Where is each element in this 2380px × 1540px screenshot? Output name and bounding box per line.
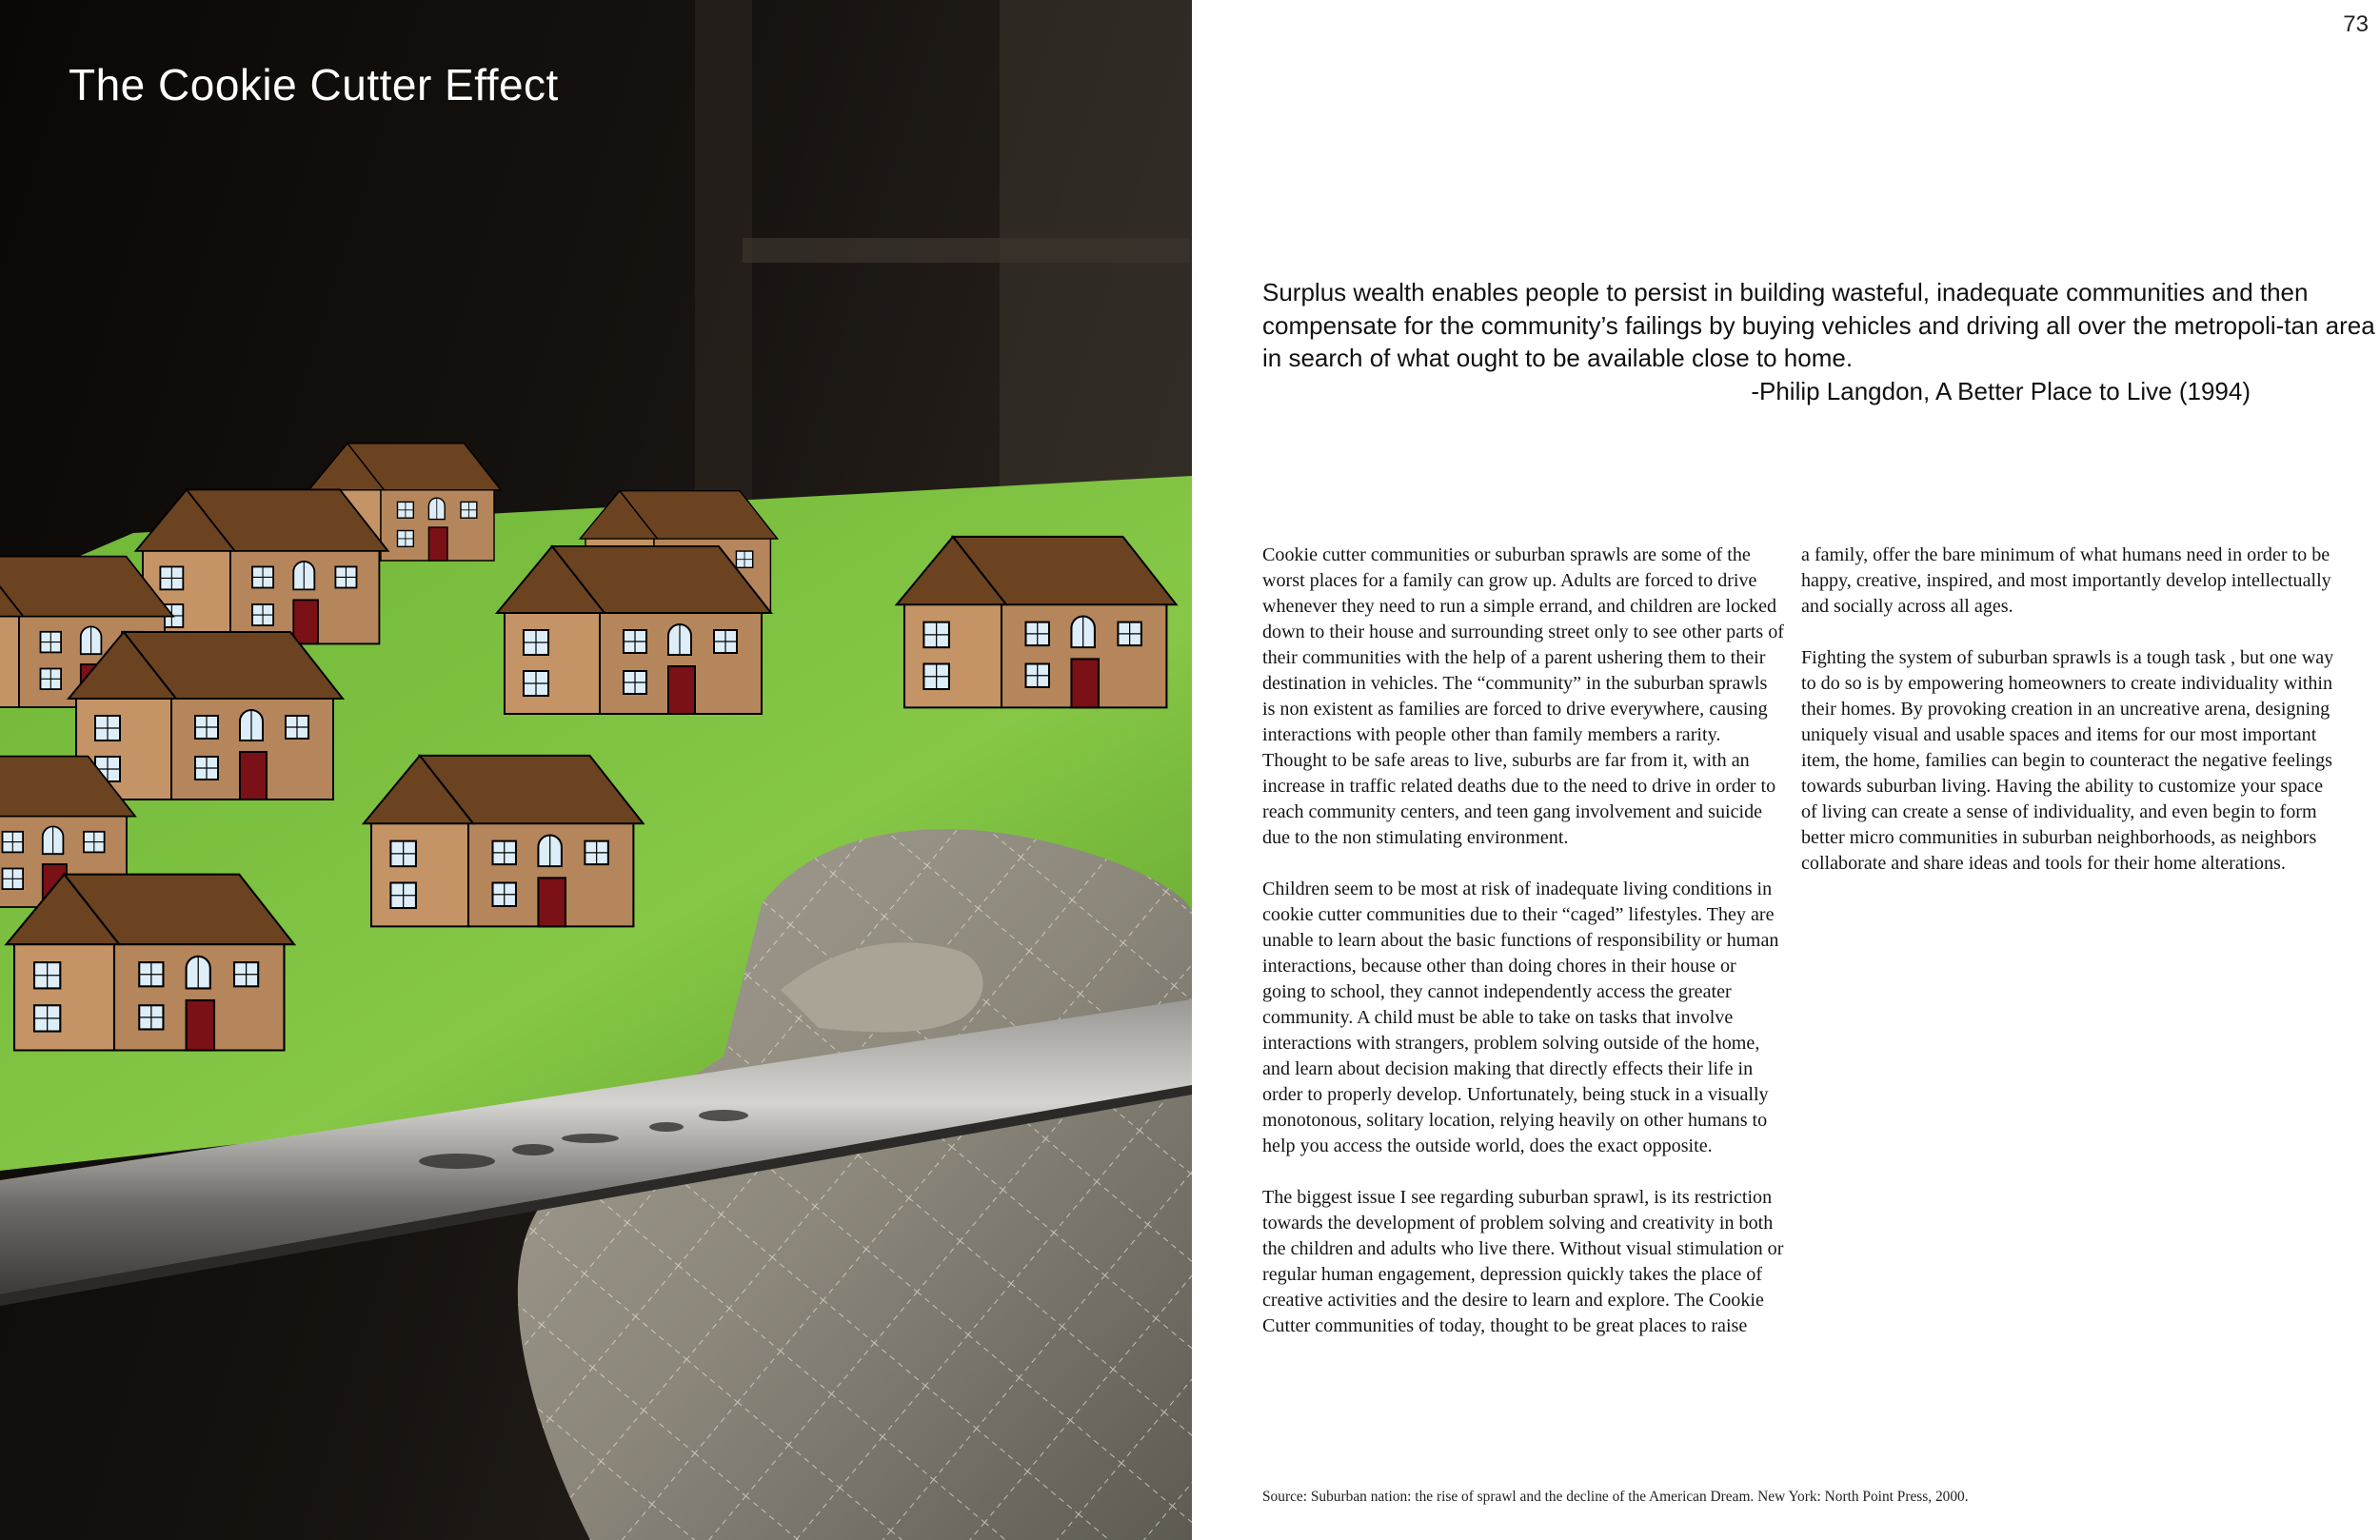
epigraph-quote: Surplus wealth enables people to persist in building wasteful, inadequate communities and then compensate for the community’s failings by buying vehicles and driving all over the metropoli-tan area in search of what ought to be available close to home. — [1262, 278, 2375, 372]
page-number: 73 — [2343, 11, 2369, 37]
feature-title: The Cookie Cutter Effect — [69, 60, 559, 109]
body-column-1 — [1262, 543, 1784, 1365]
article-page — [1192, 0, 2380, 1540]
body-paragraph: Cookie cutter communities or suburban sprawls are some of the worst places for a family can grow up. Adults are forced to drive whenever they need to run a simple errand, and children are locked down to their house and surrounding street only to see other parts of their communities with the help of a parent ushering them to their destination in vehicles. The “community” in the suburban sprawls is non existent as families are forced to drive everywhere, causing interactions with people other than family members a rarity. Thought to be safe areas to live, suburbs are far from it, with an increase in traffic related deaths due to the need to drive in order to reach community centers, and teen gang involvement and suicide due to the non stimulating environment. — [1262, 544, 1784, 848]
source-citation: Source: Suburban nation: the rise of sprawl and the decline of the American Dream. New York: North Point Press, 2000. — [1262, 1489, 1969, 1505]
body-paragraph: Children seem to be most at risk of inadequate living conditions in cookie cutter communities due to their “caged” lifestyles. They are unable to learn about the basic functions of responsibility or human interactions, because other than doing chores in their house or going to school, they cannot independently access the greater community. A child must be able to take on tasks that involve interactions with strangers, problem solving outside of the home, and learn about decision making that directly effects their life in order to properly develop. Unfortunately, being stuck in a visually monotonous, solitary location, relying heavily on other humans to help you access the outside world, does the exact opposite. — [1262, 879, 1779, 1156]
epigraph-attribution: -Philip Langdon, A Better Place to Live (1994) — [1751, 376, 2251, 405]
body-paragraph: Fighting the system of suburban sprawls is a tough task , but one way to do so is by empowering homeowners to create individuality within their homes. By provoking creation in an uncreative arena, designing uniquely visual and usable spaces and items for our most important item, the home, families can begin to counteract the negative feelings towards suburban living. Having the ability to customize your space of living can create a sense of individuality, and even begin to form better micro communities in suburban neighborhoods, as neighbors collaborate and share ideas and tools for their home alterations. — [1801, 647, 2334, 874]
body-column-2 — [1801, 543, 2334, 902]
body-paragraph: a family, offer the bare minimum of what humans need in order to be happy, creative, inspired, and most importantly develop intellectually and socially across all ages. — [1801, 544, 2331, 617]
epigraph — [1262, 276, 2380, 407]
body-paragraph: The biggest issue I see regarding suburban sprawl, is its restriction towards the development of problem solving and creativity in both the children and adults who live there. Without visual stimulation or regular human engagement, depression quickly takes the place of creative activities and the desire to learn and explore. The Cookie Cutter communities of today, thought to be great places to raise — [1262, 1187, 1784, 1336]
